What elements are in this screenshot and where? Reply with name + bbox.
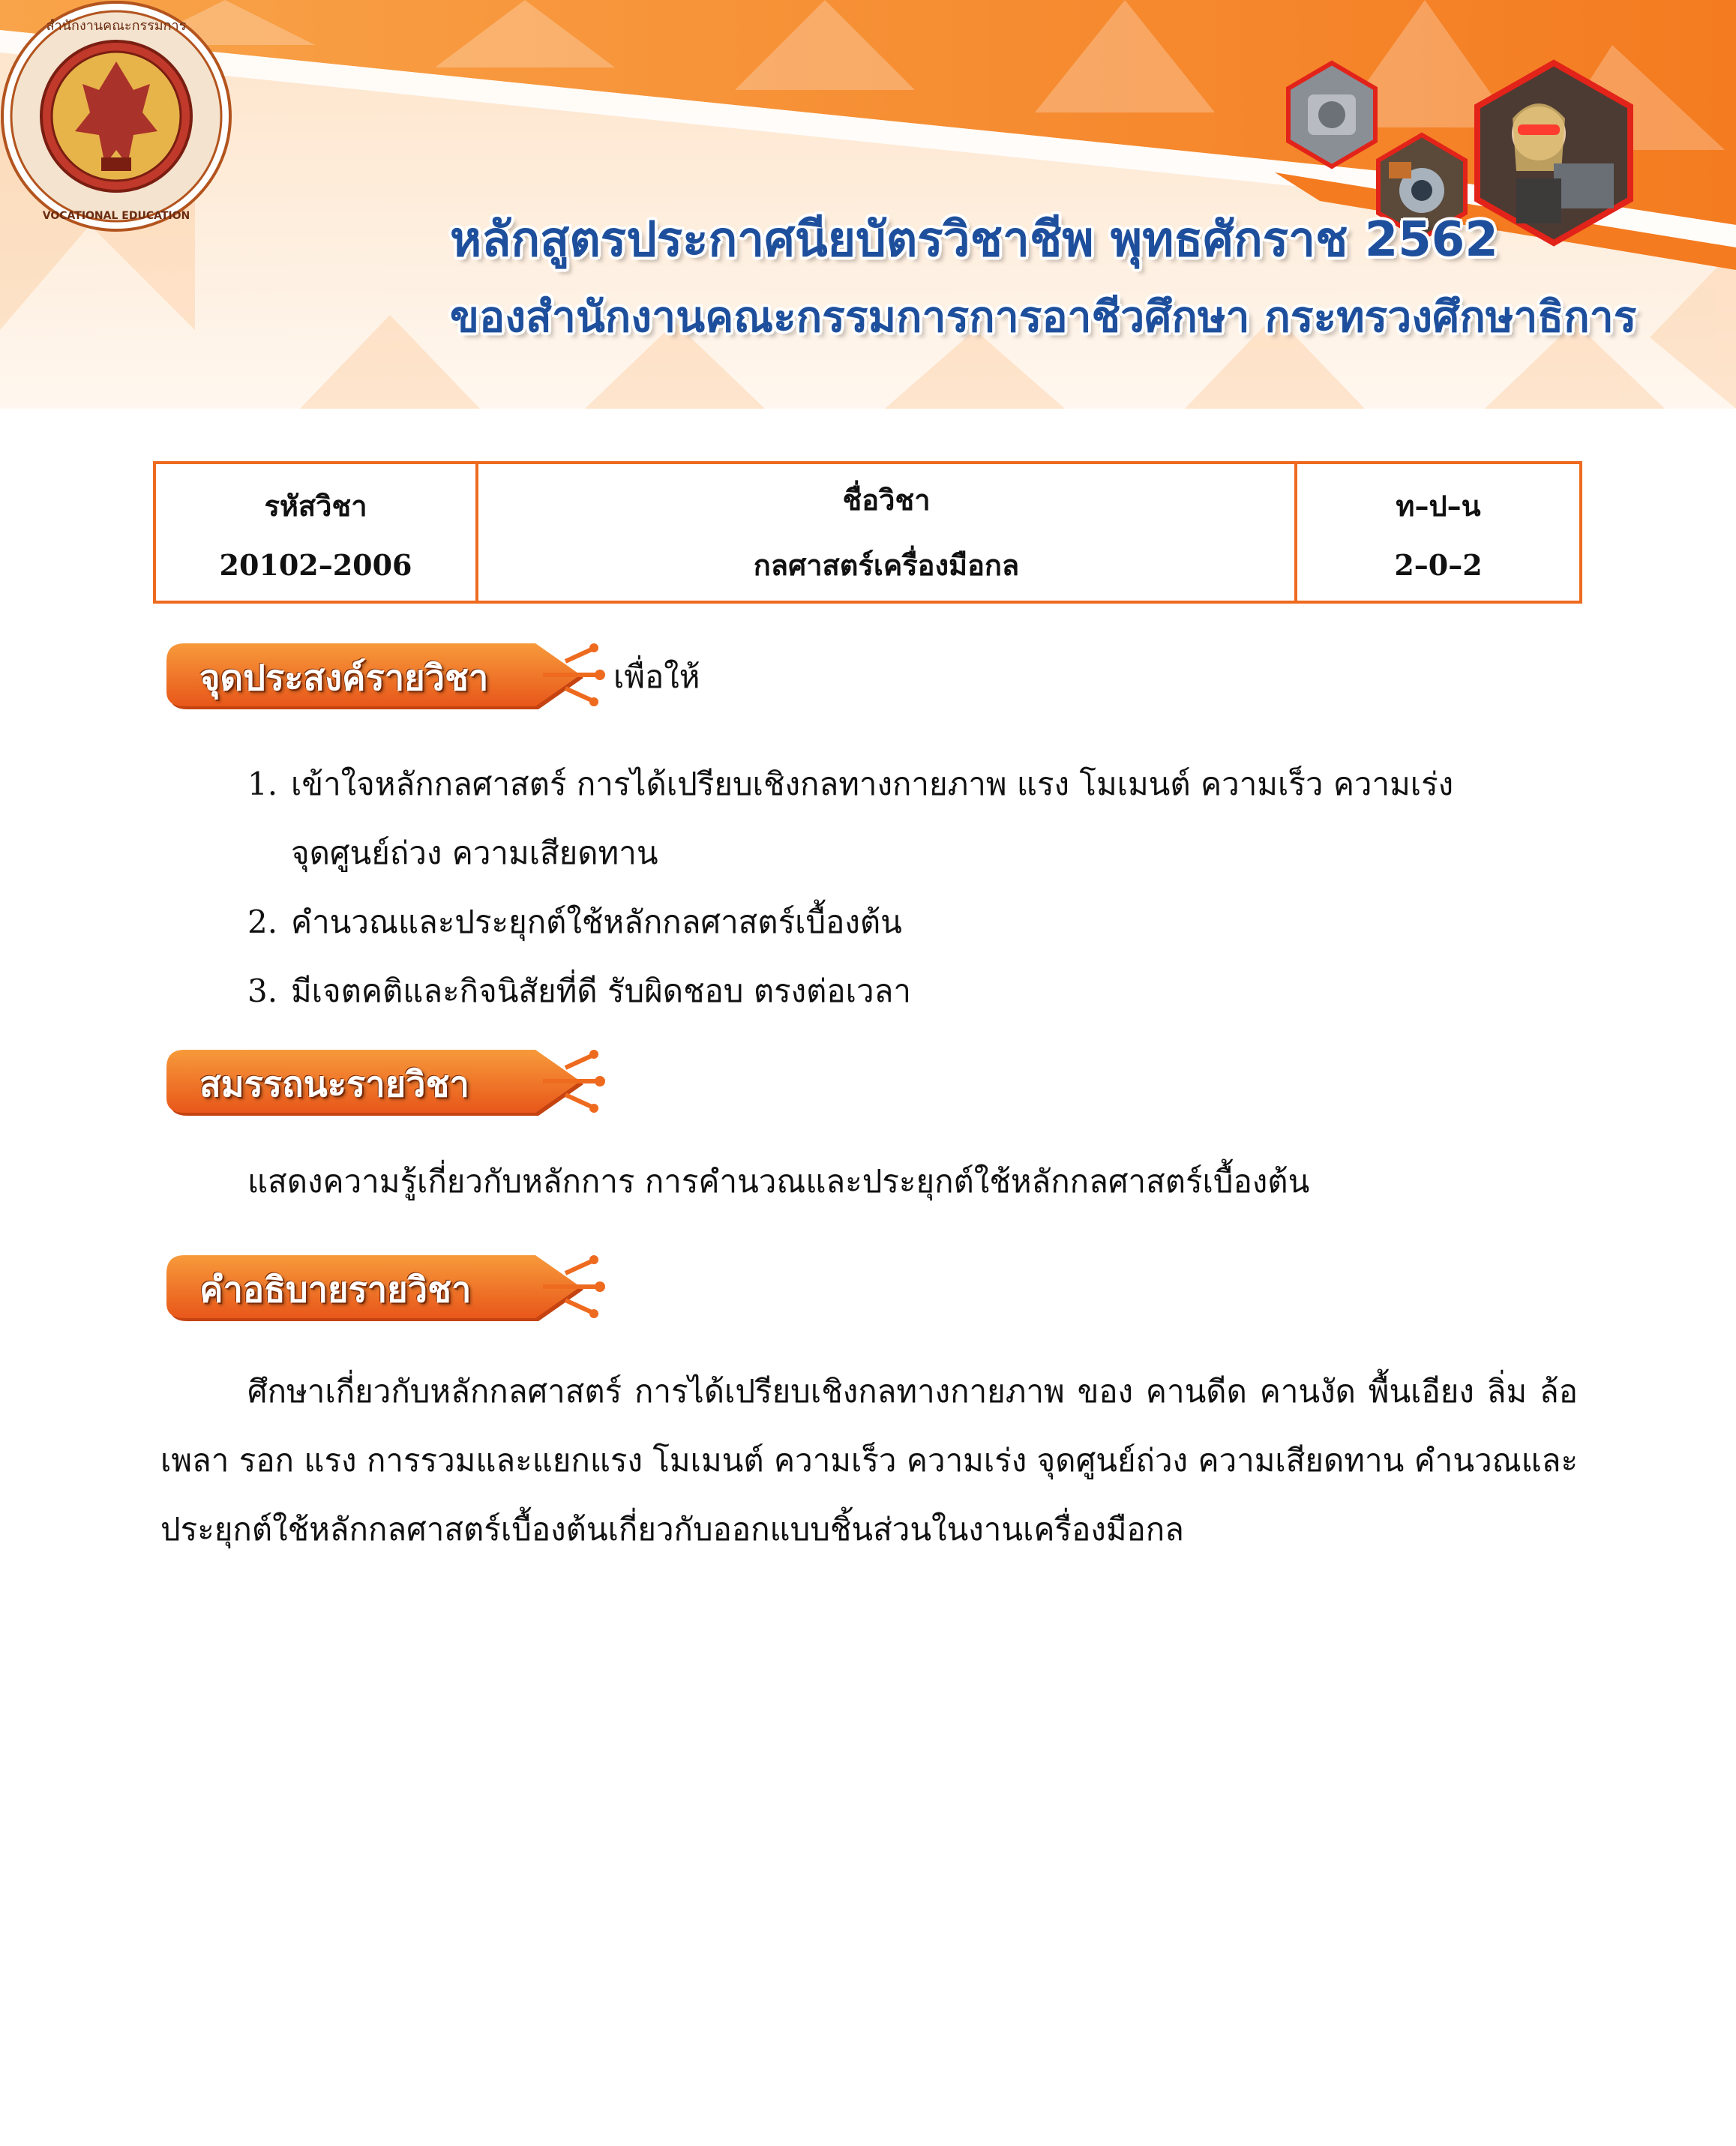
objective-text: มีเจตคติและกิจนิสัยที่ดี รับผิดชอบ ตรงต่อเวลา <box>291 973 911 1009</box>
objective-number: 1. <box>247 766 278 802</box>
description-heading: คำอธิบายรายวิชา <box>199 1269 472 1311</box>
objective-text: คำนวณและประยุกต์ใช้หลักกลศาสตร์เบื้องต้น <box>291 904 902 940</box>
objectives-heading: จุดประสงค์รายวิชา <box>199 658 489 699</box>
competency-text: แสดงความรู้เกี่ยวกับหลักการ การคำนวณและประยุกต์ใช้หลักกลศาสตร์เบื้องต้น <box>247 1163 1310 1200</box>
machine-part-photo-icon <box>1284 60 1380 169</box>
header-banner <box>0 0 1736 409</box>
course-code-header: รหัสวิชา <box>264 489 367 523</box>
competency-heading-badge <box>160 1045 610 1117</box>
course-credits-header: ท–ป–น <box>1396 489 1481 523</box>
svg-text:VOCATIONAL EDUCATION: VOCATIONAL EDUCATION <box>42 210 190 222</box>
course-info-table <box>153 461 1582 604</box>
course-name-value: กลศาสตร์เครื่องมือกล <box>753 548 1020 582</box>
course-name-column <box>478 464 1297 601</box>
curriculum-title: หลักสูตรประกาศนียบัตรวิชาชีพ พุทธศักราช 2562 <box>450 212 1498 268</box>
objectives-heading-badge <box>160 639 610 711</box>
competency-heading: สมรรถนะรายวิชา <box>199 1064 469 1105</box>
list-item <box>247 750 1582 888</box>
objectives-list <box>247 750 1582 1026</box>
objectives-intro: เพื่อให้ <box>613 658 700 695</box>
objective-text: เข้าใจหลักกลศาสตร์ การได้เปรียบเชิงกลทางกายภาพ แรง โมเมนต์ ความเร็ว ความเร่ง จุดศูนย์ถ่วง ความเสียดทาน <box>291 766 1454 871</box>
vocational-commission-seal-icon <box>0 0 232 232</box>
course-code-value: 20102–2006 <box>219 548 412 582</box>
course-credits-value: 2–0–2 <box>1394 548 1483 582</box>
objective-number: 2. <box>247 904 278 940</box>
course-credits-column <box>1297 464 1579 601</box>
objective-number: 3. <box>247 973 278 1009</box>
course-code-column <box>156 464 478 601</box>
list-item <box>247 957 1582 1026</box>
description-heading-badge <box>160 1251 610 1323</box>
course-name-header: ชื่อวิชา <box>842 483 931 517</box>
curriculum-subtitle: ของสำนักงานคณะกรรมการการอาชีวศึกษา กระทรวงศึกษาธิการ <box>450 292 1637 342</box>
list-item <box>247 888 1582 957</box>
description-text: ศึกษาเกี่ยวกับหลักกลศาสตร์ การได้เปรียบเชิงกลทางกายภาพ ของ คานดีด คานงัด พื้นเอียง ลิ่ม ล้อเพลา รอก แรง การรวมและแยกแรง โมเมนต์ ความเร็ว ความเร่ง จุดศูนย์ถ่วง ความเสียดทาน คำนวณและประยุกต์ใช้หลักกลศาสตร์เบื้องต้นเกี่ยวกับออกแบบชิ้นส่วนในงานเครื่องมือกล <box>160 1373 1578 1548</box>
svg-text:สำนักงานคณะกรรมการ: สำนักงานคณะกรรมการ <box>46 18 187 34</box>
